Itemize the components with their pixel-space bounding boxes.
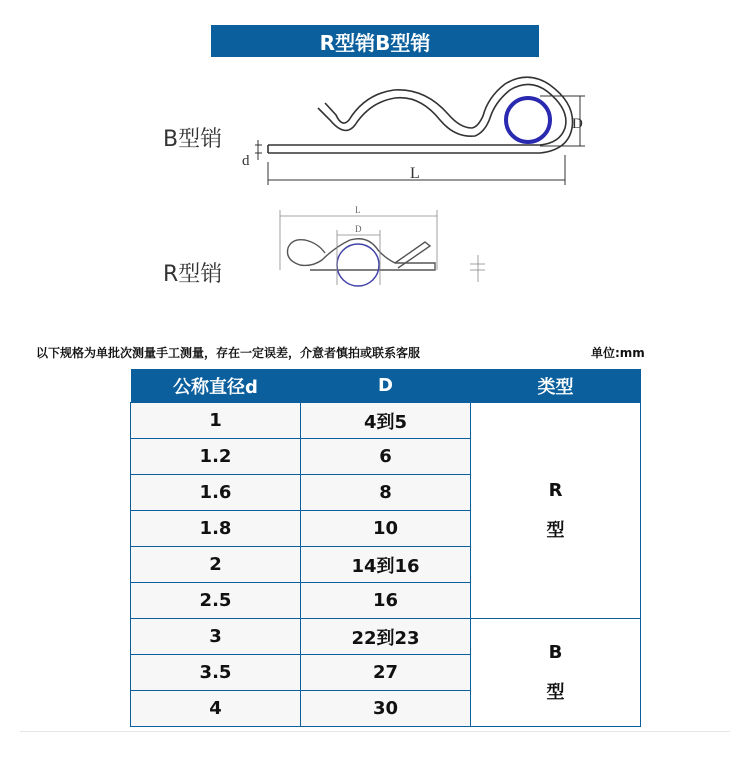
cell-d: 1 (131, 403, 301, 439)
cell-D: 14到16 (301, 547, 471, 583)
measurement-note: 以下规格为单批次测量手工测量，存在一定误差，介意者慎拍或联系客服 (36, 346, 421, 360)
cell-d: 2.5 (131, 583, 301, 619)
r-pin-label: R型销 (163, 262, 223, 287)
header-nominal-diameter: 公称直径d (131, 369, 301, 403)
cell-d: 1.6 (131, 475, 301, 511)
table-row (131, 403, 641, 439)
table-header-row (131, 369, 641, 403)
cell-D: 10 (301, 511, 471, 547)
cell-d: 3 (131, 619, 301, 655)
page-title: R型销B型销 (211, 25, 539, 57)
pin-diagram (0, 70, 750, 320)
cell-d: 3.5 (131, 655, 301, 691)
type-r-char: 型 (546, 519, 565, 541)
b-pin-circle (506, 98, 550, 142)
cell-D: 22到23 (301, 619, 471, 655)
cell-D: 6 (301, 439, 471, 475)
cell-d: 1.8 (131, 511, 301, 547)
b-pin-label: B型销 (163, 127, 223, 152)
type-b-cell (471, 619, 641, 727)
cell-d: 1.2 (131, 439, 301, 475)
cell-D: 16 (301, 583, 471, 619)
r-dim-L: L (355, 205, 361, 215)
spec-table (130, 369, 641, 727)
r-pin-dimensions (280, 210, 485, 285)
r-pin-drawing (288, 239, 436, 270)
header-type: 类型 (471, 369, 641, 403)
type-r-letter: R (548, 479, 563, 501)
cell-d: 4 (131, 691, 301, 727)
cell-d: 2 (131, 547, 301, 583)
unit-label: 单位:mm (591, 346, 645, 360)
type-r-cell (471, 403, 641, 619)
bottom-divider (20, 731, 730, 732)
r-pin-circle (337, 244, 379, 286)
type-b-char: 型 (546, 681, 565, 703)
header-D: D (301, 369, 471, 403)
b-dim-D: D (572, 116, 583, 132)
pin-drawing (0, 70, 750, 320)
cell-D: 4到5 (301, 403, 471, 439)
cell-D: 8 (301, 475, 471, 511)
cell-D: 27 (301, 655, 471, 691)
table-row (131, 619, 641, 655)
b-dim-d: d (242, 153, 250, 169)
b-dim-L: L (410, 165, 420, 182)
cell-D: 30 (301, 691, 471, 727)
r-dim-D: D (355, 224, 362, 234)
type-b-letter: B (548, 641, 563, 663)
